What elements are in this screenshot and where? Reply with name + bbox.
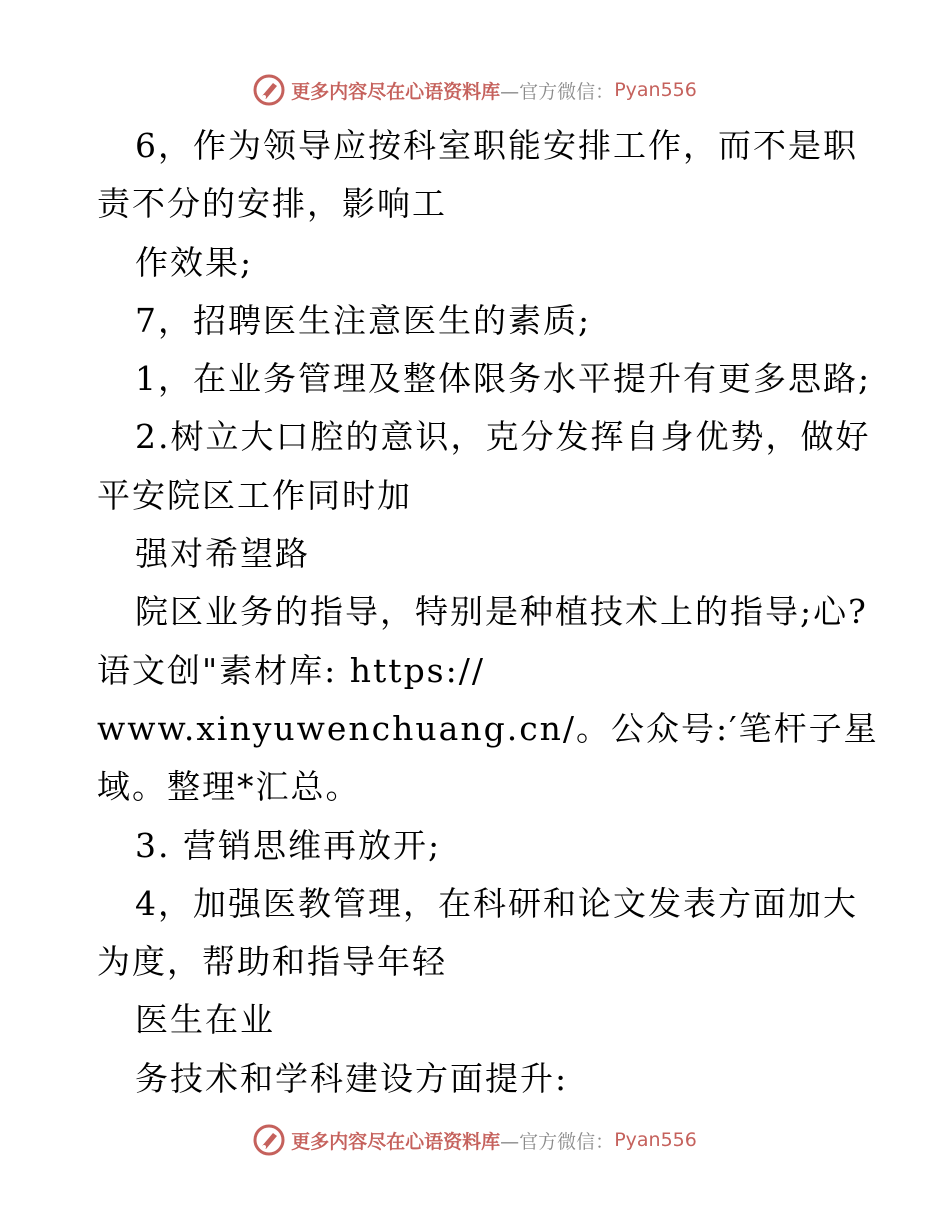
paragraph-line: 院区业务的指导，特别是种植技术上的指导;心? — [135, 592, 868, 632]
watermark-separator: —官方微信： — [500, 80, 615, 103]
document-body — [97, 117, 877, 1108]
paragraph-line: 为度，帮助和指导年轻 — [97, 942, 447, 982]
paragraph-line: 3. 营销思维再放开; — [135, 825, 442, 865]
paragraph-line: 6，作为领导应按科室职能安排工作，而不是职 — [135, 126, 858, 165]
paragraph-line: 4，加强医教管理，在科研和论文发表方面加大 — [135, 883, 858, 923]
footer-watermark — [0, 1120, 950, 1160]
paragraph-line: 平安院区工作同时加 — [97, 475, 412, 515]
paragraph-line: 1，在业务管理及整体限务水平提升有更多思路; — [135, 359, 872, 399]
header-watermark — [0, 70, 950, 110]
logo-icon — [253, 1124, 285, 1156]
paragraph-line: 务技术和学科建设方面提升: — [135, 1058, 569, 1098]
paragraph-line: www.xinyuwenchuang.cn/。公众号:′笔杆子星 — [97, 708, 879, 748]
paragraph-line: 域。整理*汇总。 — [97, 767, 361, 807]
paragraph-line: 语文创"素材库: https:// — [97, 650, 485, 690]
watermark-id: Pyan556 — [614, 79, 697, 101]
watermark-main-text: 更多内容尽在心语资料库 — [291, 80, 501, 103]
paragraph-line: 作效果; — [135, 242, 254, 282]
paragraph-line: 强对希望路 — [135, 534, 310, 574]
paragraph-line: 2.树立大口腔的意识，克分发挥自身优势，做好 — [135, 417, 871, 457]
paragraph-line: 医生在业 — [135, 1000, 275, 1040]
paragraph-line: 责不分的安排，影响工 — [97, 184, 447, 224]
logo-icon — [253, 74, 285, 106]
paragraph-line: 7，招聘医生注意医生的素质; — [135, 300, 592, 340]
watermark-separator: —官方微信： — [500, 1130, 615, 1153]
watermark-main-text: 更多内容尽在心语资料库 — [291, 1130, 501, 1153]
watermark-id: Pyan556 — [614, 1129, 697, 1151]
